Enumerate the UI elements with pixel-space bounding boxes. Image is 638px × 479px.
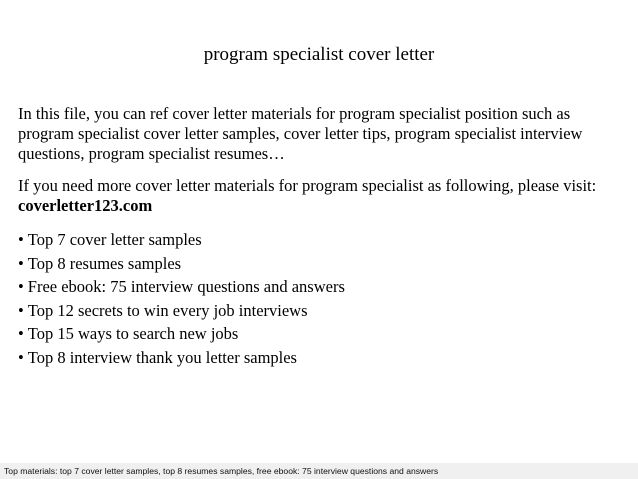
site-link[interactable]: coverletter123.com <box>18 196 153 215</box>
list-item <box>18 275 622 299</box>
list-item-text: Free ebook: 75 interview questions and answers <box>27 277 345 296</box>
bullet-marker: • <box>18 253 24 273</box>
list-item <box>18 299 622 323</box>
list-item <box>18 228 622 252</box>
bullet-marker: • <box>18 277 24 296</box>
footer-bar: Top materials: top 7 cover letter samples, top 8 resumes samples, free ebook: 75 interview questions and answers <box>0 463 638 479</box>
visit-paragraph <box>18 176 622 216</box>
list-item-text: Top 7 cover letter samples <box>27 230 202 249</box>
list-item-text: Top 8 resumes samples <box>27 253 182 273</box>
bullet-marker: • <box>18 300 24 320</box>
list-item-text: Top 8 interview thank you letter samples <box>27 347 297 367</box>
visit-text: If you need more cover letter materials for program specialist as following, please visit: <box>18 176 597 195</box>
bullet-marker: • <box>18 230 24 249</box>
list-item <box>18 322 622 346</box>
list-item-text: Top 12 secrets to win every job interviews <box>27 300 308 320</box>
list-item <box>18 346 622 370</box>
bullet-marker: • <box>18 347 24 367</box>
slide-body <box>18 104 622 369</box>
materials-list <box>18 228 622 369</box>
slide-title: program specialist cover letter <box>203 44 435 65</box>
intro-paragraph: In this file, you can ref cover letter materials for program specialist position such as program specialist cover letter samples, cover letter tips, program specialist interview questions, program specialist resumes… <box>18 104 583 163</box>
bullet-marker: • <box>18 324 24 343</box>
list-item-text: Top 15 ways to search new jobs <box>27 324 239 343</box>
list-item <box>18 252 622 276</box>
